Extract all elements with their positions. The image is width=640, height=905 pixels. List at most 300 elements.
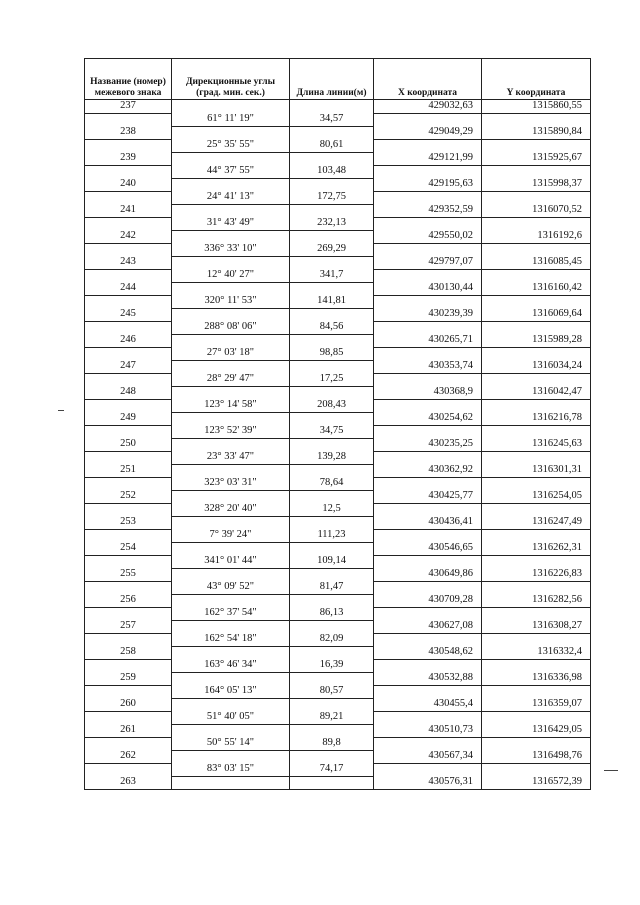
empty-cell [374,555,482,568]
empty-cell [290,256,374,269]
empty-cell [482,191,591,204]
line-length: 81,47 [290,581,374,594]
line-length: 17,25 [290,373,374,386]
empty-cell [172,464,290,477]
y-coordinate: 1316308,27 [482,620,591,633]
empty-cell [482,659,591,672]
empty-cell [482,685,591,698]
y-coordinate: 1315890,84 [482,126,591,139]
line-row [85,243,591,256]
line-length: 98,85 [290,347,374,360]
line-length: 103,48 [290,165,374,178]
line-length: 141,81 [290,295,374,308]
point-name: 239 [85,152,172,165]
empty-cell [482,321,591,334]
empty-cell [374,607,482,620]
empty-cell [290,490,374,503]
x-coordinate: 430239,39 [374,308,482,321]
direction-angle: 341° 01' 44" [172,555,290,568]
point-name: 263 [85,776,172,790]
line-row [85,711,591,724]
point-name: 246 [85,334,172,347]
x-coordinate: 430576,31 [374,776,482,790]
point-row [85,386,591,399]
empty-cell [290,620,374,633]
empty-cell [374,737,482,750]
direction-angle: 31° 43' 49" [172,217,290,230]
point-row [85,256,591,269]
header-length: Длина линии(м) [290,59,374,100]
empty-cell [172,568,290,581]
direction-angle: 28° 29' 47" [172,373,290,386]
empty-cell [290,568,374,581]
direction-angle: 50° 55' 14" [172,737,290,750]
x-coordinate: 430649,86 [374,568,482,581]
direction-angle: 23° 33' 47" [172,451,290,464]
empty-cell [85,191,172,204]
empty-cell [290,334,374,347]
empty-cell [374,321,482,334]
direction-angle: 123° 14' 58" [172,399,290,412]
y-coordinate: 1316332,4 [482,646,591,659]
empty-cell [482,607,591,620]
y-coordinate: 1316247,49 [482,516,591,529]
empty-cell [290,594,374,607]
empty-cell [374,711,482,724]
empty-cell [374,217,482,230]
table-header [85,59,591,100]
point-row [85,282,591,295]
empty-cell [290,776,374,790]
point-name: 254 [85,542,172,555]
x-coordinate: 430265,71 [374,334,482,347]
direction-angle: 328° 20' 40" [172,503,290,516]
empty-cell [85,295,172,308]
point-row [85,100,591,114]
line-row [85,685,591,698]
empty-cell [482,165,591,178]
empty-cell [290,750,374,763]
x-coordinate: 429550,02 [374,230,482,243]
empty-cell [172,516,290,529]
empty-cell [290,178,374,191]
x-coordinate: 430532,88 [374,672,482,685]
coordinates-sheet [84,58,590,790]
empty-cell [482,529,591,542]
margin-mark [58,410,64,411]
empty-cell [290,386,374,399]
point-row [85,308,591,321]
line-length: 89,21 [290,711,374,724]
x-coordinate: 430510,73 [374,724,482,737]
point-name: 238 [85,126,172,139]
empty-cell [85,633,172,646]
empty-cell [374,503,482,516]
line-row [85,347,591,360]
empty-cell [172,646,290,659]
point-row [85,464,591,477]
y-coordinate: 1316498,76 [482,750,591,763]
y-coordinate: 1315998,37 [482,178,591,191]
empty-cell [85,243,172,256]
empty-cell [374,529,482,542]
x-coordinate: 430368,9 [374,386,482,399]
empty-cell [172,490,290,503]
line-length: 111,23 [290,529,374,542]
y-coordinate: 1316254,05 [482,490,591,503]
empty-cell [290,152,374,165]
x-coordinate: 430362,92 [374,464,482,477]
point-row [85,724,591,737]
empty-cell [290,646,374,659]
point-row [85,412,591,425]
point-name: 259 [85,672,172,685]
direction-angle: 123° 52' 39" [172,425,290,438]
empty-cell [290,724,374,737]
x-coordinate: 430627,08 [374,620,482,633]
x-coordinate: 430353,74 [374,360,482,373]
empty-cell [374,451,482,464]
empty-cell [482,763,591,776]
point-name: 256 [85,594,172,607]
line-row [85,269,591,282]
y-coordinate: 1316282,56 [482,594,591,607]
header-name: Название (номер) межевого знака [85,59,172,100]
header-y: Y координата [482,59,591,100]
point-name: 255 [85,568,172,581]
point-row [85,594,591,607]
empty-cell [374,191,482,204]
empty-cell [374,399,482,412]
direction-angle: 7° 39' 24" [172,529,290,542]
line-row [85,373,591,386]
empty-cell [172,672,290,685]
point-name: 261 [85,724,172,737]
direction-angle: 162° 54' 18" [172,633,290,646]
header-angle: Дирекционные углы (град. мин. сек.) [172,59,290,100]
empty-cell [482,113,591,126]
direction-angle: 320° 11' 53" [172,295,290,308]
point-row [85,126,591,139]
direction-angle: 27° 03' 18" [172,347,290,360]
empty-cell [85,659,172,672]
line-row [85,529,591,542]
empty-cell [290,542,374,555]
empty-cell [374,295,482,308]
x-coordinate: 430709,28 [374,594,482,607]
x-coordinate: 429032,63 [374,100,482,114]
y-coordinate: 1316216,78 [482,412,591,425]
line-row [85,737,591,750]
empty-cell [482,737,591,750]
point-row [85,230,591,243]
empty-cell [85,503,172,516]
line-row [85,399,591,412]
point-row [85,204,591,217]
point-name: 249 [85,412,172,425]
empty-cell [290,100,374,114]
point-name: 240 [85,178,172,191]
point-name: 245 [85,308,172,321]
y-coordinate: 1315989,28 [482,334,591,347]
x-coordinate: 430235,25 [374,438,482,451]
empty-cell [172,776,290,790]
y-coordinate: 1315925,67 [482,152,591,165]
margin-mark [604,770,618,771]
table-body [85,100,591,790]
empty-cell [290,464,374,477]
empty-cell [172,750,290,763]
point-row [85,334,591,347]
empty-cell [290,282,374,295]
empty-cell [290,698,374,711]
empty-cell [374,165,482,178]
x-coordinate: 430254,62 [374,412,482,425]
direction-angle: 24° 41' 13" [172,191,290,204]
y-coordinate: 1316085,45 [482,256,591,269]
empty-cell [374,633,482,646]
y-coordinate: 1316336,98 [482,672,591,685]
line-row [85,607,591,620]
point-name: 247 [85,360,172,373]
x-coordinate: 429352,59 [374,204,482,217]
direction-angle: 336° 33' 10" [172,243,290,256]
empty-cell [85,373,172,386]
line-length: 34,57 [290,113,374,126]
empty-cell [85,685,172,698]
line-length: 80,61 [290,139,374,152]
empty-cell [172,542,290,555]
line-length: 86,13 [290,607,374,620]
line-row [85,581,591,594]
empty-cell [172,204,290,217]
y-coordinate: 1316226,83 [482,568,591,581]
direction-angle: 51° 40' 05" [172,711,290,724]
direction-angle: 12° 40' 27" [172,269,290,282]
point-name: 248 [85,386,172,399]
point-name: 241 [85,204,172,217]
line-row [85,321,591,334]
line-length: 109,14 [290,555,374,568]
point-name: 253 [85,516,172,529]
y-coordinate: 1316262,31 [482,542,591,555]
empty-cell [172,724,290,737]
empty-cell [85,581,172,594]
empty-cell [85,555,172,568]
point-row [85,178,591,191]
empty-cell [290,308,374,321]
y-coordinate: 1316245,63 [482,438,591,451]
line-row [85,165,591,178]
line-length: 172,75 [290,191,374,204]
boundary-points-table [84,58,591,790]
empty-cell [482,373,591,386]
empty-cell [172,360,290,373]
point-name: 257 [85,620,172,633]
empty-cell [172,100,290,114]
point-name: 258 [85,646,172,659]
y-coordinate: 1315860,55 [482,100,591,114]
empty-cell [172,698,290,711]
direction-angle: 323° 03' 31" [172,477,290,490]
empty-cell [374,269,482,282]
direction-angle: 61° 11' 19" [172,113,290,126]
empty-cell [374,581,482,594]
empty-cell [172,334,290,347]
empty-cell [172,438,290,451]
direction-angle: 288° 08' 06" [172,321,290,334]
direction-angle: 164° 05' 13" [172,685,290,698]
empty-cell [172,412,290,425]
point-name: 243 [85,256,172,269]
empty-cell [290,230,374,243]
line-length: 78,64 [290,477,374,490]
empty-cell [172,230,290,243]
point-name: 244 [85,282,172,295]
empty-cell [85,607,172,620]
empty-cell [290,126,374,139]
empty-cell [374,139,482,152]
line-row [85,217,591,230]
line-row [85,451,591,464]
empty-cell [290,360,374,373]
point-row [85,646,591,659]
x-coordinate: 430425,77 [374,490,482,503]
y-coordinate: 1316301,31 [482,464,591,477]
empty-cell [482,711,591,724]
line-length: 139,28 [290,451,374,464]
point-row [85,620,591,633]
empty-cell [482,347,591,360]
point-name: 252 [85,490,172,503]
line-length: 84,56 [290,321,374,334]
empty-cell [482,503,591,516]
empty-cell [374,763,482,776]
line-row [85,295,591,308]
empty-cell [482,555,591,568]
line-length: 232,13 [290,217,374,230]
empty-cell [482,217,591,230]
point-row [85,516,591,529]
direction-angle: 44° 37' 55" [172,165,290,178]
empty-cell [290,672,374,685]
empty-cell [172,620,290,633]
empty-cell [85,269,172,282]
x-coordinate: 430548,62 [374,646,482,659]
line-length: 80,57 [290,685,374,698]
point-name: 237 [85,100,172,114]
direction-angle: 83° 03' 15" [172,763,290,776]
point-name: 262 [85,750,172,763]
line-length: 208,43 [290,399,374,412]
line-row [85,139,591,152]
empty-cell [374,425,482,438]
empty-cell [85,763,172,776]
point-row [85,776,591,790]
x-coordinate: 429049,29 [374,126,482,139]
point-row [85,438,591,451]
line-row [85,503,591,516]
line-row [85,477,591,490]
empty-cell [482,425,591,438]
line-length: 74,17 [290,763,374,776]
empty-cell [85,321,172,334]
line-row [85,763,591,776]
empty-cell [290,204,374,217]
line-row [85,113,591,126]
empty-cell [482,139,591,152]
empty-cell [85,139,172,152]
y-coordinate: 1316429,05 [482,724,591,737]
x-coordinate: 429797,07 [374,256,482,269]
empty-cell [482,451,591,464]
empty-cell [172,178,290,191]
header-x: X координата [374,59,482,100]
y-coordinate: 1316069,64 [482,308,591,321]
empty-cell [374,243,482,256]
point-name: 251 [85,464,172,477]
empty-cell [85,399,172,412]
empty-cell [85,113,172,126]
line-row [85,191,591,204]
empty-cell [172,282,290,295]
x-coordinate: 430567,34 [374,750,482,763]
line-length: 16,39 [290,659,374,672]
empty-cell [482,243,591,256]
line-length: 89,8 [290,737,374,750]
y-coordinate: 1316572,39 [482,776,591,790]
point-row [85,360,591,373]
line-row [85,425,591,438]
y-coordinate: 1316359,07 [482,698,591,711]
line-row [85,555,591,568]
point-row [85,750,591,763]
empty-cell [482,477,591,490]
empty-cell [482,295,591,308]
y-coordinate: 1316160,42 [482,282,591,295]
x-coordinate: 430455,4 [374,698,482,711]
empty-cell [290,516,374,529]
line-length: 82,09 [290,633,374,646]
x-coordinate: 429121,99 [374,152,482,165]
line-row [85,633,591,646]
point-name: 260 [85,698,172,711]
empty-cell [374,347,482,360]
x-coordinate: 430546,65 [374,542,482,555]
direction-angle: 43° 09' 52" [172,581,290,594]
empty-cell [85,711,172,724]
x-coordinate: 430436,41 [374,516,482,529]
empty-cell [374,659,482,672]
empty-cell [374,477,482,490]
empty-cell [85,347,172,360]
point-row [85,568,591,581]
empty-cell [172,386,290,399]
empty-cell [172,308,290,321]
point-row [85,152,591,165]
empty-cell [85,529,172,542]
point-name: 250 [85,438,172,451]
empty-cell [85,477,172,490]
empty-cell [482,633,591,646]
y-coordinate: 1316192,6 [482,230,591,243]
empty-cell [172,594,290,607]
y-coordinate: 1316042,47 [482,386,591,399]
line-row [85,659,591,672]
direction-angle: 162° 37' 54" [172,607,290,620]
empty-cell [85,425,172,438]
empty-cell [374,685,482,698]
